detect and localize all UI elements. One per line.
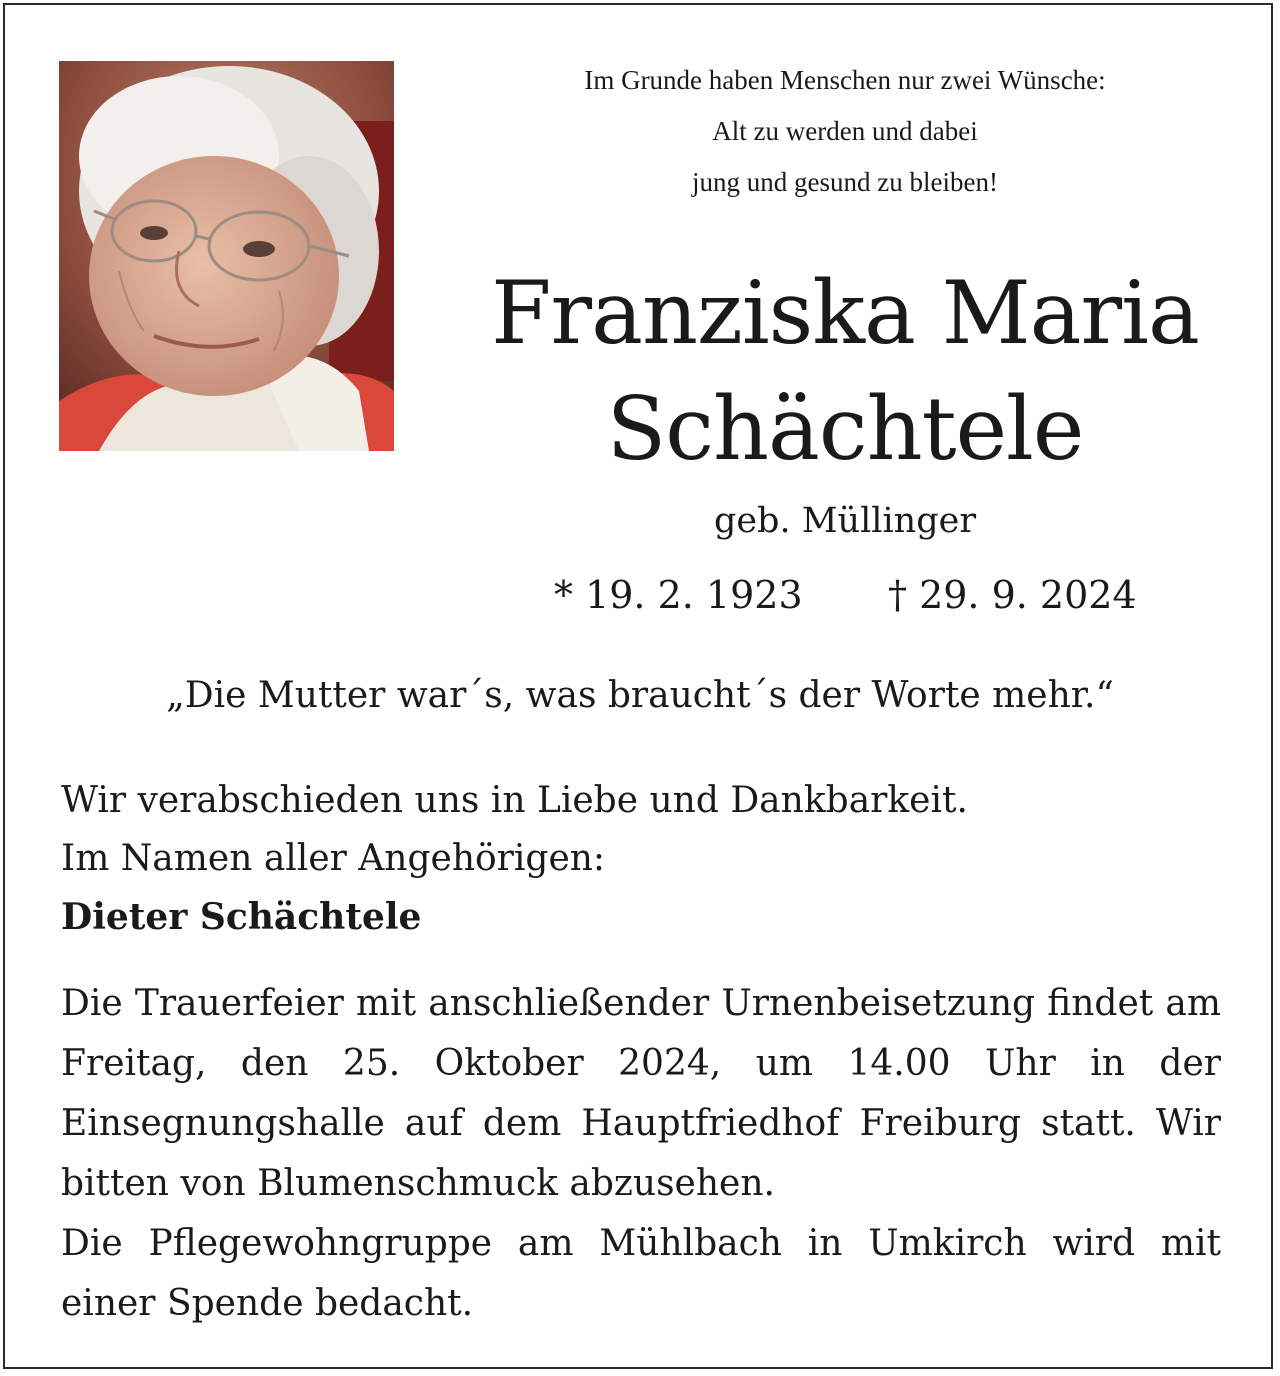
birth-name: geb. Müllinger — [713, 501, 977, 541]
name-last: Schächtele — [606, 378, 1084, 480]
death-date: † 29. 9. 2024 — [888, 573, 1137, 617]
ceremony-paragraph: Die Trauerfeier mit anschließender Urnenbeisetzung findet am Freitag, den 25. Oktober 2024, um 14.00 Uhr in der Einsegnungshalle auf dem Hauptfriedhof Freiburg statt. Wir bitten von Blumenschmuck abzusehen. — [61, 983, 1221, 1204]
memorial-quote: „Die Mutter war´s, was braucht´s der Worte mehr.“ — [166, 675, 1114, 716]
farewell-line: Wir verabschieden uns in Liebe und Dankbarkeit. — [61, 780, 968, 821]
motto-line-1: Im Grunde haben Menschen nur zwei Wünsche: — [584, 65, 1106, 95]
donation-paragraph: Die Pflegewohngruppe am Mühlbach in Umkirch wird mit einer Spende bedacht. — [61, 1223, 1221, 1324]
relatives-line: Im Namen aller Angehörigen: — [61, 838, 606, 879]
motto — [450, 55, 1240, 208]
motto-line-3: jung und gesund zu bleiben! — [692, 167, 998, 197]
motto-line-2: Alt zu werden und dabei — [712, 116, 978, 146]
portrait-photo — [59, 61, 394, 451]
ceremony-info — [61, 974, 1221, 1334]
farewell-block — [61, 772, 1221, 946]
birth-date: * 19. 2. 1923 — [554, 573, 803, 617]
signer-name: Dieter Schächtele — [61, 896, 422, 938]
name-first: Franziska Maria — [491, 262, 1199, 364]
deceased-name — [450, 255, 1240, 487]
